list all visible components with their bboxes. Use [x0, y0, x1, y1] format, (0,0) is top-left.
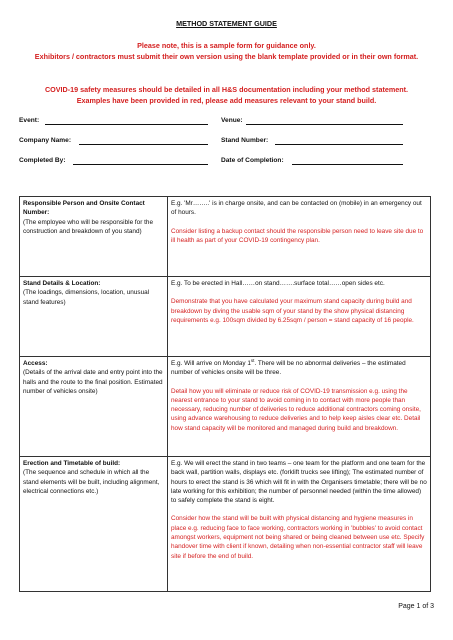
table-row: [20, 357, 431, 457]
row-heading: Stand Details & Location:: [23, 280, 101, 287]
row-heading: Erection and Timetable of build:: [23, 460, 121, 467]
table-row: [20, 197, 431, 277]
stand-number-field: [221, 137, 268, 144]
row-label-cell: [20, 457, 168, 592]
date-of-completion-input-line[interactable]: [292, 164, 403, 165]
row-label-cell: [20, 277, 168, 357]
row-example: E.g. To be erected in Hall……on stand…….surface total……open sides etc.: [171, 280, 385, 287]
row-example: E.g. 'Mr……..' is in charge onsite, and can be contacted on (mobile) in an emergency out of hours.: [171, 200, 422, 217]
venue-field: [221, 117, 243, 124]
guidance-notice-line2: Exhibitors / contractors must submit their own version using the blank template provided or in their own format.: [34, 52, 419, 61]
page-number: Page 1 of 3: [398, 603, 434, 610]
row-covid-guidance: Consider how the stand will be built with physical distancing and hygiene measures in place e.g. reducing face to face working, contractors working in 'bubbles' to avoid contact amongst workers, equipment not being shared or being cleaned between use etc. Specify handover time with client if known, detailing when non-essential contractor staff will leave site if before the end of build.: [171, 515, 425, 560]
event-field: [19, 117, 39, 124]
row-description: (The employee who will be responsible for the construction and breakdown of you stand): [23, 218, 154, 235]
guidance-notice-line1: Please note, this is a sample form for guidance only.: [137, 41, 316, 50]
row-description: (The loadings, dimensions, location, unusual stand features): [23, 289, 150, 306]
venue-input-line[interactable]: [246, 124, 403, 125]
company-name-input-line[interactable]: [79, 144, 208, 145]
row-example: E.g. We will erect the stand in two teams – one team for the platform and one team for the back wall, partition walls, displays etc. (forklift trucks see lifting); The estimated number of hours to erect the stand is 36 which will fit in with the Organisers timetable; there will be no late working for this exhibition; the number of personnel needed (within the time allowed) to safely complete the stand is eight.: [171, 460, 427, 505]
row-example: [171, 359, 427, 378]
row-description: (Details of the arrival date and entry point into the halls and the route to the final position. Estimated number of vehicles onsite): [23, 369, 163, 395]
completed-by-field: [19, 157, 66, 164]
stand-number-input-line[interactable]: [275, 144, 403, 145]
table-row: [20, 457, 431, 592]
row-content-cell[interactable]: [168, 197, 431, 277]
event-input-line[interactable]: [45, 124, 208, 125]
covid-notice-line2: Examples have been provided in red, please add measures relevant to your stand build.: [76, 96, 377, 105]
row-content-cell[interactable]: [168, 277, 431, 357]
row-heading: Responsible Person and Onsite Contact Number:: [23, 200, 145, 217]
date-of-completion-label: Date of Completion:: [221, 157, 284, 164]
row-example-text-rest: . There will be no abnormal deliveries – the estimated number of vehicles onsite will be three.: [171, 360, 406, 377]
date-of-completion-field: [221, 157, 284, 164]
row-description: (The sequence and schedule in which all the stand elements will be built, including alignment, electrical connections etc.): [23, 469, 160, 495]
covid-notice: [10, 84, 443, 106]
row-covid-guidance: Detail how you will eliminate or reduce risk of COVID-19 transmission e.g. using the nearest entrance to your stand to avoid coming in to contact with more people than necessary, reducing number of deliveries to reduce additional contractors coming onsite, using advance warehousing to reduce deliveries and to help keep aisles clear etc. Detail how stand capacity will be monitored and managed during build and breakdown.: [171, 387, 421, 432]
document-title: METHOD STATEMENT GUIDE: [176, 19, 277, 28]
covid-notice-line1: COVID-19 safety measures should be detailed in all H&S documentation including your method statement.: [44, 85, 409, 94]
row-label-cell: [20, 357, 168, 457]
row-content-cell[interactable]: [168, 457, 431, 592]
completed-by-label: Completed By:: [19, 157, 66, 164]
method-statement-table: [19, 196, 431, 592]
company-name-field: [19, 137, 71, 144]
row-example-text: E.g. Will arrive on Monday 1: [171, 360, 251, 367]
row-heading: Access:: [23, 360, 48, 367]
venue-label: Venue:: [221, 117, 243, 124]
row-example-superscript: st: [250, 357, 255, 363]
company-name-label: Company Name:: [19, 137, 72, 144]
row-label-cell: [20, 197, 168, 277]
table-row: [20, 277, 431, 357]
row-content-cell[interactable]: [168, 357, 431, 457]
stand-number-label: Stand Number:: [221, 137, 269, 144]
completed-by-input-line[interactable]: [73, 164, 208, 165]
row-covid-guidance: Demonstrate that you have calculated your maximum stand capacity during build and breakdown by diving the usable sqm of your stand by the show physical distancing requirements e.g. 100sqm divided by 6.25sqm / person = stand capacity of 16 people.: [171, 298, 414, 324]
guidance-notice: [18, 40, 435, 62]
event-label: Event:: [19, 117, 40, 124]
row-covid-guidance: Consider listing a backup contact should the responsible person need to leave site due to ill health as part of your COVID-19 contingency plan.: [171, 227, 424, 244]
